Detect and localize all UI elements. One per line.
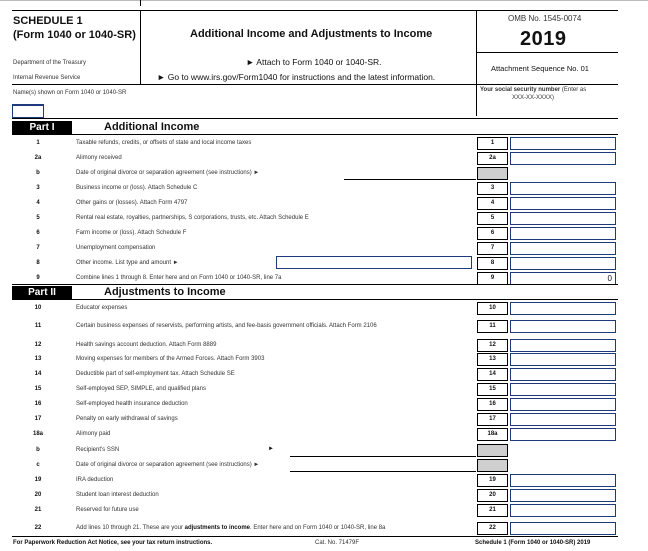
line-box-label: 10 xyxy=(477,302,508,315)
amount-input[interactable] xyxy=(510,212,616,225)
name-rule xyxy=(12,118,618,119)
amount-input[interactable] xyxy=(510,522,616,535)
form-line xyxy=(0,257,648,271)
line-description xyxy=(76,525,385,531)
line-description: Self-employed health insurance deduction xyxy=(76,401,188,407)
form-line xyxy=(0,302,648,316)
amount-input[interactable] xyxy=(510,257,616,270)
ssn-format: XXX-XX-XXXX) xyxy=(512,95,555,101)
line-number: b xyxy=(36,447,40,453)
amount-input[interactable] xyxy=(510,504,616,517)
ssn-label xyxy=(480,86,586,102)
part2-badge: Part II xyxy=(12,286,72,300)
line-description: Unemployment compensation xyxy=(76,245,156,251)
irs-label: Internal Revenue Service xyxy=(13,75,81,81)
line-number: 13 xyxy=(34,356,42,362)
line-number: c xyxy=(36,462,40,468)
attachment-sequence-text: Attachment Sequence No. 01 xyxy=(491,64,589,73)
line-number: 16 xyxy=(34,401,42,407)
omb-number: OMB No. 1545-0074 xyxy=(508,14,582,23)
form-line xyxy=(0,459,648,473)
line-description: IRA deduction xyxy=(76,477,114,483)
line-box-label: 9 xyxy=(477,272,508,285)
part1-rule xyxy=(12,134,618,135)
line-box-label: 6 xyxy=(477,227,508,240)
footer-rule xyxy=(12,536,618,537)
form-reference: (Form 1040 or 1040-SR) xyxy=(13,29,136,41)
line-number: 14 xyxy=(34,371,42,377)
amount-input[interactable] xyxy=(510,227,616,240)
line-number: 9 xyxy=(36,275,40,281)
part1-badge: Part I xyxy=(12,121,72,135)
form-line xyxy=(0,474,648,488)
line-description: Farm income or (loss). Attach Schedule F xyxy=(76,230,187,236)
tax-year: 2019 xyxy=(520,28,567,50)
line-number: 22 xyxy=(34,525,42,531)
amount-input[interactable] xyxy=(510,353,616,366)
form-line xyxy=(0,353,648,367)
footer-catalog-number: Cat. No. 71479F xyxy=(315,540,360,546)
form-line xyxy=(0,413,648,427)
amount-input[interactable] xyxy=(510,368,616,381)
line-description: Recipient's SSN xyxy=(76,447,120,453)
line-number: 10 xyxy=(34,305,42,311)
name-input[interactable] xyxy=(12,104,44,118)
amount-input[interactable] xyxy=(510,474,616,487)
name-label: Name(s) shown on Form 1040 or 1040-SR xyxy=(13,90,127,96)
line-description: Penalty on early withdrawal of savings xyxy=(76,416,178,422)
line-description: Taxable refunds, credits, or offsets of state and local income taxes xyxy=(76,140,252,146)
form-line xyxy=(0,242,648,256)
amount-input[interactable] xyxy=(510,413,616,426)
line-box-label: 20 xyxy=(477,489,508,502)
line-description-bold: adjustments to income xyxy=(184,525,250,531)
line-description: Reserved for future use xyxy=(76,507,139,513)
amount-input[interactable] xyxy=(510,242,616,255)
footer-paperwork-notice: For Paperwork Reduction Act Notice, see your tax return instructions. xyxy=(13,540,213,546)
line-description: Alimony paid xyxy=(76,431,111,437)
amount-input[interactable] xyxy=(510,152,616,165)
line-description-pre: Add lines 10 through 21. These are your xyxy=(76,525,185,531)
line-box-label: 12 xyxy=(477,339,508,352)
line-box-label: 5 xyxy=(477,212,508,225)
form-line xyxy=(0,167,648,181)
line-number: 5 xyxy=(36,215,40,221)
amount-input[interactable] xyxy=(510,398,616,411)
line-number: 12 xyxy=(34,342,42,348)
line-box-label: 16 xyxy=(477,398,508,411)
amount-input[interactable] xyxy=(510,320,616,333)
line-description: Moving expenses for members of the Armed Forces. Attach Form 3903 xyxy=(76,356,265,362)
line-number: 15 xyxy=(34,386,42,392)
line-box-label: 1 xyxy=(477,137,508,150)
line-box-label: 8 xyxy=(477,257,508,270)
form-line xyxy=(0,320,648,334)
form-line xyxy=(0,227,648,241)
line-description: Health savings account deduction. Attach Form 8889 xyxy=(76,342,217,348)
form-line xyxy=(0,368,648,382)
line-number: 19 xyxy=(34,477,42,483)
amount-input[interactable] xyxy=(510,137,616,150)
attach-instruction: ► Attach to Form 1040 or 1040-SR. xyxy=(246,57,382,67)
form-line xyxy=(0,444,648,458)
schedule-label: SCHEDULE 1 xyxy=(13,15,83,27)
line-number: 6 xyxy=(36,230,40,236)
line-box-label: 2a xyxy=(477,152,508,165)
line-number: 7 xyxy=(36,245,40,251)
line-description: Date of original divorce or separation agreement (see instructions) ► xyxy=(76,462,260,468)
amount-input[interactable] xyxy=(510,197,616,210)
line-box-label: 4 xyxy=(477,197,508,210)
header-divider-left xyxy=(140,10,141,84)
form-line xyxy=(0,212,648,226)
line-number: 1 xyxy=(36,140,40,146)
line-description: Deductible part of self-employment tax. Attach Schedule SE xyxy=(76,371,235,377)
form-line xyxy=(0,522,648,536)
line-box-label: 13 xyxy=(477,353,508,366)
amount-input[interactable] xyxy=(510,383,616,396)
amount-input[interactable] xyxy=(510,428,616,441)
line-number: 3 xyxy=(36,185,40,191)
form-title: Additional Income and Adjustments to Income xyxy=(190,28,433,40)
top-border xyxy=(0,0,648,1)
line-number: 18a xyxy=(32,431,43,437)
form-line xyxy=(0,504,648,518)
line-number: 11 xyxy=(34,323,42,329)
line-box-label: 17 xyxy=(477,413,508,426)
form-line xyxy=(0,489,648,503)
ssn-label-text: Your social security number xyxy=(480,87,561,93)
line-box-label: 21 xyxy=(477,504,508,517)
line-description: Other gains or (losses). Attach Form 4797 xyxy=(76,200,188,206)
line-description: Combine lines 1 through 8. Enter here and on Form 1040 or 1040-SR, line 7a xyxy=(76,275,282,281)
department-label: Department of the Treasury xyxy=(13,60,87,66)
part2-rule xyxy=(12,299,618,300)
amount-input[interactable] xyxy=(510,339,616,352)
amount-input[interactable]: 0 xyxy=(510,272,616,285)
part2-rule-top xyxy=(12,284,618,285)
line-box-label: 7 xyxy=(477,242,508,255)
line-description: Alimony received xyxy=(76,155,122,161)
line-number: 2a xyxy=(34,155,42,161)
line-description: Business income or (loss). Attach Schedule C xyxy=(76,185,198,191)
pointer-arrow-icon: ► xyxy=(268,446,274,452)
line-description: Rental real estate, royalties, partnerships, S corporations, trusts, etc. Attach Schedule E xyxy=(76,215,309,221)
header-rule-top xyxy=(12,10,618,11)
line-number: b xyxy=(36,170,40,176)
footer-schedule-ref: Schedule 1 (Form 1040 or 1040-SR) 2019 xyxy=(475,540,591,546)
line-box-label xyxy=(477,167,508,180)
line-number: 4 xyxy=(36,200,40,206)
header-rule-bottom xyxy=(12,84,618,85)
line-number: 17 xyxy=(34,416,42,422)
form-line xyxy=(0,398,648,412)
part2-title: Adjustments to Income xyxy=(104,286,226,298)
form-line xyxy=(0,182,648,196)
part1-title: Additional Income xyxy=(104,121,200,133)
line-number: 8 xyxy=(36,260,40,266)
line-description: Certain business expenses of reservists, performing artists, and fee-basis government officials. Attach Form 2106 xyxy=(76,323,377,329)
form-line xyxy=(0,152,648,166)
ssn-input[interactable] xyxy=(478,104,618,118)
divorce-date-input[interactable] xyxy=(344,179,476,180)
form-line xyxy=(0,197,648,211)
line-description: Other income. List type and amount ► xyxy=(76,260,179,266)
line-box-label: 22 xyxy=(477,522,508,535)
header-divider-right xyxy=(476,10,477,116)
amount-input[interactable] xyxy=(510,302,616,315)
line-box-label: 11 xyxy=(477,320,508,333)
line-box-label xyxy=(477,444,508,457)
ssn-hint: (Enter as xyxy=(561,87,587,93)
form-line xyxy=(0,383,648,397)
top-tab-divider xyxy=(140,0,141,6)
line-box-label: 15 xyxy=(477,383,508,396)
line-description: Educator expenses xyxy=(76,305,128,311)
amount-input[interactable] xyxy=(510,182,616,195)
goto-instruction: ► Go to www.irs.gov/Form1040 for instructions and the latest information. xyxy=(157,72,436,82)
line-description-post: . Enter here and on Form 1040 or 1040-SR, line 8a xyxy=(249,525,386,531)
other-income-type-input[interactable] xyxy=(276,256,472,269)
line-number: 20 xyxy=(34,492,42,498)
line-number: 21 xyxy=(34,507,42,513)
amount-input[interactable] xyxy=(510,489,616,502)
divorce-date-input[interactable] xyxy=(290,471,476,472)
line-description: Self-employed SEP, SIMPLE, and qualified plans xyxy=(76,386,206,392)
form-line xyxy=(0,339,648,353)
attachment-sequence xyxy=(491,64,589,73)
line-description: Date of original divorce or separation agreement (see instructions) ► xyxy=(76,170,260,176)
line-box-label: 18a xyxy=(477,428,508,441)
line-description: Student loan interest deduction xyxy=(76,492,159,498)
line-box-label: 3 xyxy=(477,182,508,195)
line-box-label xyxy=(477,459,508,472)
form-line xyxy=(0,137,648,151)
header-rule-omb xyxy=(476,52,618,53)
line-box-label: 19 xyxy=(477,474,508,487)
line-box-label: 14 xyxy=(477,368,508,381)
form-line xyxy=(0,428,648,442)
recipient-ssn-input[interactable] xyxy=(290,456,476,457)
